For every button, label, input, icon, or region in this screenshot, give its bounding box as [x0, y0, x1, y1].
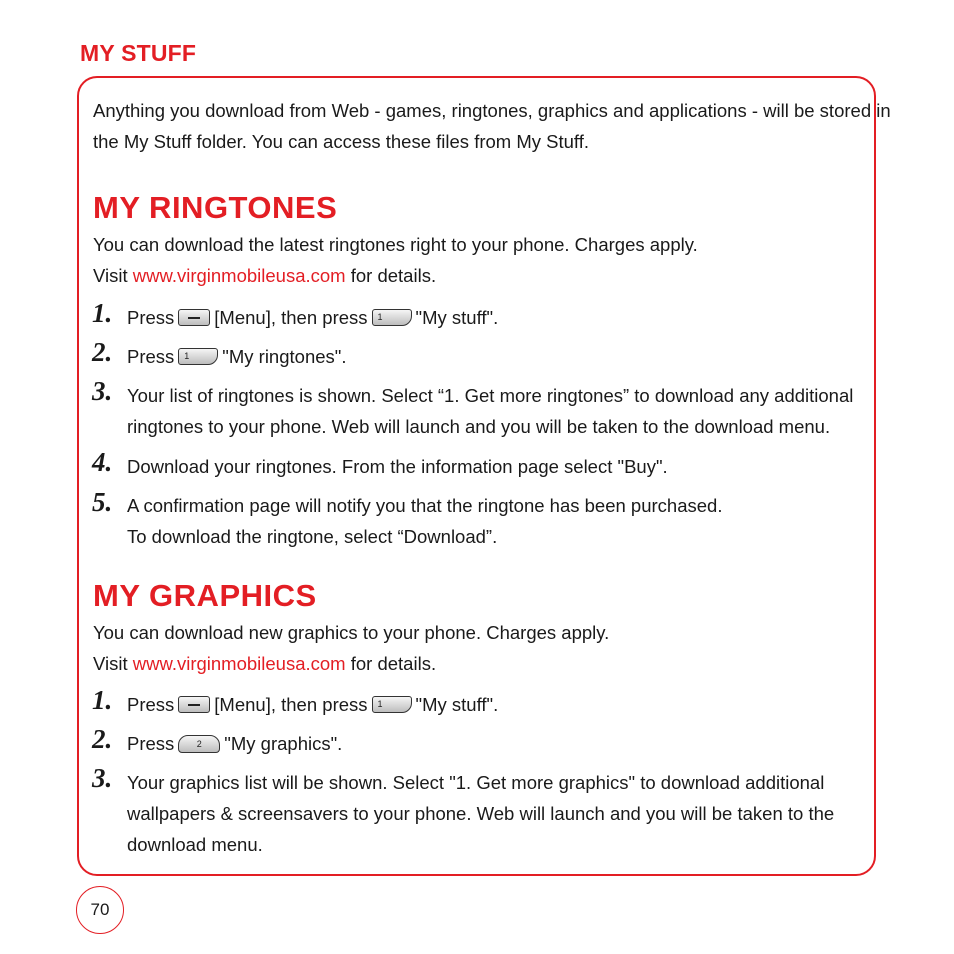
website-link[interactable]: www.virginmobileusa.com: [132, 653, 346, 674]
ringtones-step-5-line-2: To download the ringtone, select “Download”.: [127, 526, 498, 547]
menu-key-icon: [178, 696, 210, 713]
graphics-step-2: [127, 728, 342, 759]
section-title: MY STUFF: [80, 40, 197, 66]
website-link[interactable]: www.virginmobileusa.com: [132, 265, 346, 286]
key-2-icon: 2: [178, 735, 220, 753]
step-number: 4.: [92, 447, 113, 477]
graphics-visit-line: [93, 648, 436, 679]
step-text: [Menu], then press: [214, 693, 368, 715]
ringtones-step-3-line-2: ringtones to your phone. Web will launch and you will be taken to the download menu.: [127, 416, 831, 437]
graphics-step-3-line-3: download menu.: [127, 834, 263, 855]
step-number: 3.: [92, 376, 113, 406]
step-text: Press: [127, 732, 175, 754]
step-number: 3.: [92, 763, 113, 793]
step-text: Press: [127, 693, 175, 715]
graphics-description: You can download new graphics to your phone. Charges apply.: [93, 622, 610, 643]
ringtones-step-5-line-1: A confirmation page will notify you that the ringtone has been purchased.: [127, 495, 723, 516]
ringtones-step-1: [127, 302, 498, 333]
step-text: Press: [127, 306, 175, 328]
ringtones-step-2: [127, 341, 346, 372]
graphics-step-1: [127, 689, 498, 720]
step-text: "My graphics".: [224, 732, 343, 754]
intro-line-2: the My Stuff folder. You can access these files from My Stuff.: [93, 131, 589, 152]
step-number: 2.: [92, 337, 113, 367]
visit-suffix: for details.: [345, 265, 437, 286]
key-1-icon: 1: [372, 696, 412, 713]
page-number: 70: [76, 886, 124, 934]
step-text: [Menu], then press: [214, 306, 368, 328]
ringtones-description: You can download the latest ringtones right to your phone. Charges apply.: [93, 234, 698, 255]
step-text: "My ringtones".: [222, 345, 347, 367]
graphics-heading: MY GRAPHICS: [93, 578, 317, 613]
step-number: 5.: [92, 487, 113, 517]
step-text: Press: [127, 345, 175, 367]
key-1-icon: 1: [178, 348, 218, 365]
visit-prefix: Visit: [93, 265, 133, 286]
ringtones-visit-line: [93, 260, 436, 291]
ringtones-heading: MY RINGTONES: [93, 190, 338, 225]
key-1-icon: 1: [372, 309, 412, 326]
step-text: "My stuff".: [415, 306, 499, 328]
visit-prefix: Visit: [93, 653, 133, 674]
step-number: 2.: [92, 724, 113, 754]
step-number: 1.: [92, 685, 113, 715]
menu-key-icon: [178, 309, 210, 326]
ringtones-step-3-line-1: Your list of ringtones is shown. Select “1. Get more ringtones” to download any additional: [127, 385, 854, 406]
graphics-step-3-line-1: Your graphics list will be shown. Select "1. Get more graphics" to download additional: [127, 772, 825, 793]
ringtones-step-4: Download your ringtones. From the information page select "Buy".: [127, 456, 668, 477]
step-text: "My stuff".: [415, 693, 499, 715]
intro-line-1: Anything you download from Web - games, ringtones, graphics and applications - will be stored in: [93, 100, 891, 121]
step-number: 1.: [92, 298, 113, 328]
visit-suffix: for details.: [345, 653, 437, 674]
graphics-step-3-line-2: wallpapers & screensavers to your phone. Web will launch and you will be taken to the: [127, 803, 835, 824]
